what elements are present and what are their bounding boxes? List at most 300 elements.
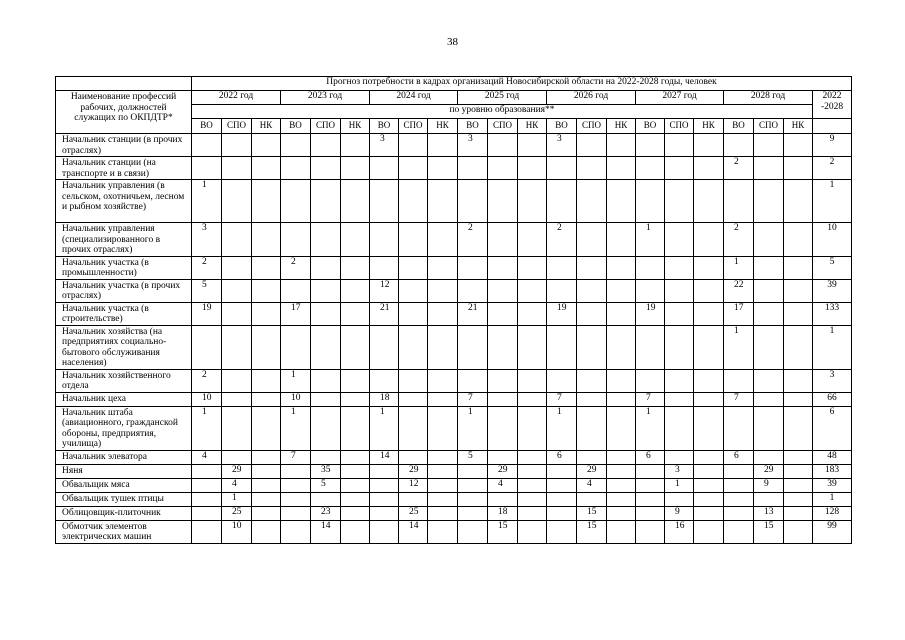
value-cell: [428, 492, 458, 506]
value-cell: [458, 180, 488, 223]
value-cell: [665, 492, 694, 506]
total-cell: 10: [813, 223, 852, 257]
value-cell: [428, 180, 458, 223]
level-label: НК: [607, 119, 636, 134]
value-cell: 3: [547, 134, 577, 157]
value-cell: [754, 134, 784, 157]
value-cell: 21: [370, 302, 399, 325]
total-cell: 133: [813, 302, 852, 325]
value-cell: [222, 157, 252, 180]
value-cell: [636, 478, 665, 492]
table-row: [56, 223, 852, 257]
value-cell: 1: [636, 223, 665, 257]
table-title: Прогноз потребности в кадрах организаций Новосибирской области на 2022-2028 годы, человек: [192, 77, 852, 91]
value-cell: [724, 492, 754, 506]
value-cell: [636, 492, 665, 506]
table-row: [56, 369, 852, 392]
value-cell: 17: [724, 302, 754, 325]
value-cell: [518, 492, 547, 506]
occupation-name: Няня: [56, 464, 192, 478]
table-row: [56, 157, 852, 180]
value-cell: [222, 325, 252, 369]
value-cell: 7: [636, 392, 665, 406]
level-label: НК: [518, 119, 547, 134]
value-cell: [665, 256, 694, 279]
table-row: [56, 256, 852, 279]
value-cell: 19: [547, 302, 577, 325]
value-cell: [488, 223, 518, 257]
value-cell: [754, 492, 784, 506]
year-header: 2025 год: [458, 91, 547, 105]
level-label: НК: [341, 119, 370, 134]
value-cell: [547, 180, 577, 223]
value-cell: [458, 492, 488, 506]
value-cell: [428, 157, 458, 180]
value-cell: [577, 134, 607, 157]
value-cell: [192, 492, 222, 506]
value-cell: [784, 279, 813, 302]
value-cell: [547, 157, 577, 180]
table-row: [56, 302, 852, 325]
value-cell: [577, 302, 607, 325]
value-cell: [428, 406, 458, 450]
value-cell: 9: [665, 506, 694, 520]
value-cell: [428, 369, 458, 392]
value-cell: [458, 256, 488, 279]
value-cell: [577, 223, 607, 257]
value-cell: [694, 279, 724, 302]
value-cell: 12: [399, 478, 428, 492]
occupation-name: Начальник штаба (авиационного, гражданской обороны, предприятия, училища): [56, 406, 192, 450]
value-cell: [458, 520, 488, 543]
value-cell: [252, 279, 281, 302]
value-cell: [665, 223, 694, 257]
forecast-table: [55, 76, 852, 544]
value-cell: [724, 406, 754, 450]
value-cell: [252, 406, 281, 450]
value-cell: [665, 406, 694, 450]
year-header: 2023 год: [281, 91, 370, 105]
value-cell: [399, 450, 428, 464]
value-cell: [694, 450, 724, 464]
value-cell: [518, 256, 547, 279]
value-cell: [518, 279, 547, 302]
value-cell: [281, 134, 311, 157]
value-cell: [370, 369, 399, 392]
occupation-name: Обвальщик тушек птицы: [56, 492, 192, 506]
value-cell: [694, 325, 724, 369]
value-cell: 19: [192, 302, 222, 325]
value-cell: [754, 392, 784, 406]
value-cell: [399, 302, 428, 325]
value-cell: [784, 450, 813, 464]
value-cell: [252, 520, 281, 543]
value-cell: [311, 256, 341, 279]
value-cell: [607, 406, 636, 450]
value-cell: [636, 325, 665, 369]
table-row: [56, 180, 852, 223]
value-cell: [577, 180, 607, 223]
value-cell: [311, 406, 341, 450]
value-cell: [428, 302, 458, 325]
value-cell: [370, 256, 399, 279]
value-cell: 1: [281, 369, 311, 392]
value-cell: 25: [399, 506, 428, 520]
value-cell: [754, 302, 784, 325]
value-cell: [636, 520, 665, 543]
value-cell: [341, 134, 370, 157]
value-cell: 4: [577, 478, 607, 492]
value-cell: [784, 520, 813, 543]
value-cell: [665, 392, 694, 406]
value-cell: [399, 180, 428, 223]
value-cell: [222, 369, 252, 392]
value-cell: [784, 223, 813, 257]
value-cell: [252, 464, 281, 478]
table-row: [56, 392, 852, 406]
value-cell: [784, 392, 813, 406]
value-cell: [694, 392, 724, 406]
value-cell: [518, 450, 547, 464]
value-cell: [311, 157, 341, 180]
value-cell: 10: [281, 392, 311, 406]
value-cell: [370, 325, 399, 369]
value-cell: [281, 180, 311, 223]
value-cell: [665, 369, 694, 392]
value-cell: [636, 256, 665, 279]
value-cell: [518, 369, 547, 392]
year-header: 2026 год: [547, 91, 636, 105]
value-cell: [754, 325, 784, 369]
value-cell: 19: [636, 302, 665, 325]
value-cell: 2: [192, 256, 222, 279]
value-cell: 1: [665, 478, 694, 492]
value-cell: 7: [281, 450, 311, 464]
value-cell: [694, 369, 724, 392]
level-label: СПО: [665, 119, 694, 134]
value-cell: [724, 369, 754, 392]
value-cell: [370, 520, 399, 543]
value-cell: [488, 325, 518, 369]
value-cell: [547, 369, 577, 392]
level-label: ВО: [547, 119, 577, 134]
occupation-name: Начальник управления (специализированного в прочих отраслях): [56, 223, 192, 257]
value-cell: [192, 157, 222, 180]
value-cell: [458, 464, 488, 478]
value-cell: [341, 256, 370, 279]
value-cell: [607, 464, 636, 478]
value-cell: [458, 157, 488, 180]
value-cell: [428, 464, 458, 478]
value-cell: [607, 450, 636, 464]
year-header: 2022 год: [192, 91, 281, 105]
total-cell: 39: [813, 279, 852, 302]
value-cell: [636, 464, 665, 478]
value-cell: [281, 520, 311, 543]
value-cell: [694, 157, 724, 180]
occupation-name: Начальник хозяйственного отдела: [56, 369, 192, 392]
value-cell: [784, 464, 813, 478]
value-cell: [281, 464, 311, 478]
value-cell: [636, 369, 665, 392]
value-cell: [281, 223, 311, 257]
value-cell: 6: [724, 450, 754, 464]
value-cell: [252, 223, 281, 257]
value-cell: [577, 406, 607, 450]
value-cell: [665, 180, 694, 223]
value-cell: 2: [547, 223, 577, 257]
value-cell: [428, 134, 458, 157]
value-cell: [252, 392, 281, 406]
value-cell: 2: [281, 256, 311, 279]
value-cell: [252, 369, 281, 392]
value-cell: [547, 506, 577, 520]
value-cell: [754, 406, 784, 450]
value-cell: [222, 180, 252, 223]
value-cell: 15: [577, 520, 607, 543]
value-cell: [222, 302, 252, 325]
value-cell: [694, 134, 724, 157]
value-cell: 5: [311, 478, 341, 492]
value-cell: [370, 464, 399, 478]
value-cell: [428, 223, 458, 257]
value-cell: [399, 406, 428, 450]
value-cell: [370, 180, 399, 223]
value-cell: [784, 256, 813, 279]
occupation-name: Начальник станции (на транспорте и в связи): [56, 157, 192, 180]
value-cell: [252, 506, 281, 520]
value-cell: 16: [665, 520, 694, 543]
total-cell: 6: [813, 406, 852, 450]
value-cell: [784, 478, 813, 492]
value-cell: 21: [458, 302, 488, 325]
value-cell: 13: [754, 506, 784, 520]
value-cell: [547, 464, 577, 478]
value-cell: [311, 134, 341, 157]
value-cell: [341, 369, 370, 392]
value-cell: [547, 279, 577, 302]
value-cell: [488, 406, 518, 450]
occupation-name: Начальник участка (в промышленности): [56, 256, 192, 279]
value-cell: [547, 478, 577, 492]
value-cell: [341, 302, 370, 325]
value-cell: 29: [222, 464, 252, 478]
value-cell: [428, 450, 458, 464]
value-cell: [192, 506, 222, 520]
value-cell: [399, 492, 428, 506]
value-cell: [518, 478, 547, 492]
level-label: ВО: [724, 119, 754, 134]
value-cell: 3: [665, 464, 694, 478]
total-level-blank: [813, 119, 852, 134]
value-cell: [341, 325, 370, 369]
value-cell: 6: [547, 450, 577, 464]
value-cell: [577, 157, 607, 180]
value-cell: [428, 506, 458, 520]
value-cell: 3: [192, 223, 222, 257]
value-cell: [488, 180, 518, 223]
value-cell: [518, 134, 547, 157]
value-cell: 1: [222, 492, 252, 506]
value-cell: [281, 325, 311, 369]
total-cell: 9: [813, 134, 852, 157]
education-header: по уровню образования**: [192, 105, 813, 119]
value-cell: [636, 134, 665, 157]
value-cell: [694, 256, 724, 279]
value-cell: 10: [222, 520, 252, 543]
value-cell: [518, 180, 547, 223]
value-cell: [222, 406, 252, 450]
value-cell: [577, 325, 607, 369]
value-cell: [665, 450, 694, 464]
value-cell: [607, 180, 636, 223]
value-cell: [311, 325, 341, 369]
value-cell: [399, 325, 428, 369]
value-cell: 29: [488, 464, 518, 478]
value-cell: [784, 406, 813, 450]
value-cell: [607, 492, 636, 506]
value-cell: [607, 478, 636, 492]
value-cell: 2: [724, 157, 754, 180]
occupation-name: Начальник цеха: [56, 392, 192, 406]
value-cell: [636, 506, 665, 520]
value-cell: [547, 492, 577, 506]
total-cell: 48: [813, 450, 852, 464]
value-cell: [428, 392, 458, 406]
value-cell: 3: [458, 134, 488, 157]
value-cell: [458, 279, 488, 302]
value-cell: [784, 157, 813, 180]
value-cell: 18: [488, 506, 518, 520]
value-cell: [694, 520, 724, 543]
value-cell: 1: [636, 406, 665, 450]
value-cell: 1: [547, 406, 577, 450]
value-cell: [784, 492, 813, 506]
total-cell: 66: [813, 392, 852, 406]
value-cell: [518, 406, 547, 450]
value-cell: [311, 450, 341, 464]
value-cell: [518, 520, 547, 543]
level-label: СПО: [399, 119, 428, 134]
value-cell: [341, 450, 370, 464]
value-cell: [252, 157, 281, 180]
value-cell: [636, 180, 665, 223]
value-cell: [192, 464, 222, 478]
value-cell: 1: [370, 406, 399, 450]
page-number: 38: [447, 36, 458, 48]
level-label: ВО: [458, 119, 488, 134]
title-row: [56, 77, 852, 91]
value-cell: 1: [281, 406, 311, 450]
value-cell: [636, 157, 665, 180]
value-cell: 1: [192, 180, 222, 223]
value-cell: [252, 180, 281, 223]
value-cell: [694, 302, 724, 325]
value-cell: [724, 478, 754, 492]
value-cell: 18: [370, 392, 399, 406]
value-cell: [458, 506, 488, 520]
value-cell: [665, 325, 694, 369]
value-cell: [399, 256, 428, 279]
value-cell: [370, 492, 399, 506]
value-cell: 7: [724, 392, 754, 406]
value-cell: [754, 450, 784, 464]
value-cell: [577, 392, 607, 406]
value-cell: [192, 478, 222, 492]
value-cell: 29: [399, 464, 428, 478]
value-cell: [370, 478, 399, 492]
value-cell: [694, 492, 724, 506]
value-cell: [754, 256, 784, 279]
value-cell: [341, 180, 370, 223]
level-label: СПО: [754, 119, 784, 134]
level-label: НК: [784, 119, 813, 134]
name-header: Наименование профессий рабочих, должностей служащих по ОКПДТР*: [56, 91, 192, 134]
value-cell: [281, 157, 311, 180]
table-row: [56, 478, 852, 492]
total-cell: 3: [813, 369, 852, 392]
value-cell: 2: [458, 223, 488, 257]
value-cell: [311, 302, 341, 325]
value-cell: [222, 223, 252, 257]
value-cell: [518, 157, 547, 180]
value-cell: [488, 450, 518, 464]
value-cell: [665, 157, 694, 180]
value-cell: 29: [577, 464, 607, 478]
value-cell: [341, 478, 370, 492]
value-cell: [222, 256, 252, 279]
value-cell: 7: [547, 392, 577, 406]
occupation-name: Начальник участка (в строительстве): [56, 302, 192, 325]
value-cell: [281, 478, 311, 492]
value-cell: 5: [458, 450, 488, 464]
value-cell: 23: [311, 506, 341, 520]
value-cell: [192, 325, 222, 369]
value-cell: [488, 492, 518, 506]
value-cell: 6: [636, 450, 665, 464]
level-label: НК: [694, 119, 724, 134]
table-row: [56, 406, 852, 450]
value-cell: 4: [488, 478, 518, 492]
value-cell: [724, 506, 754, 520]
value-cell: [754, 369, 784, 392]
value-cell: 14: [370, 450, 399, 464]
value-cell: [458, 478, 488, 492]
value-cell: [341, 223, 370, 257]
value-cell: [665, 134, 694, 157]
value-cell: [607, 369, 636, 392]
value-cell: [577, 492, 607, 506]
value-cell: [222, 134, 252, 157]
value-cell: [252, 478, 281, 492]
value-cell: [370, 157, 399, 180]
value-cell: [488, 157, 518, 180]
value-cell: [784, 369, 813, 392]
value-cell: 10: [192, 392, 222, 406]
value-cell: [607, 157, 636, 180]
table-row: [56, 464, 852, 478]
value-cell: [724, 180, 754, 223]
value-cell: [694, 223, 724, 257]
value-cell: [577, 279, 607, 302]
value-cell: 1: [724, 256, 754, 279]
table-row: [56, 492, 852, 506]
value-cell: 17: [281, 302, 311, 325]
value-cell: [341, 506, 370, 520]
value-cell: [518, 325, 547, 369]
occupation-name: Начальник хозяйства (на предприятиях социально-бытового обслуживания населения): [56, 325, 192, 369]
value-cell: [311, 369, 341, 392]
